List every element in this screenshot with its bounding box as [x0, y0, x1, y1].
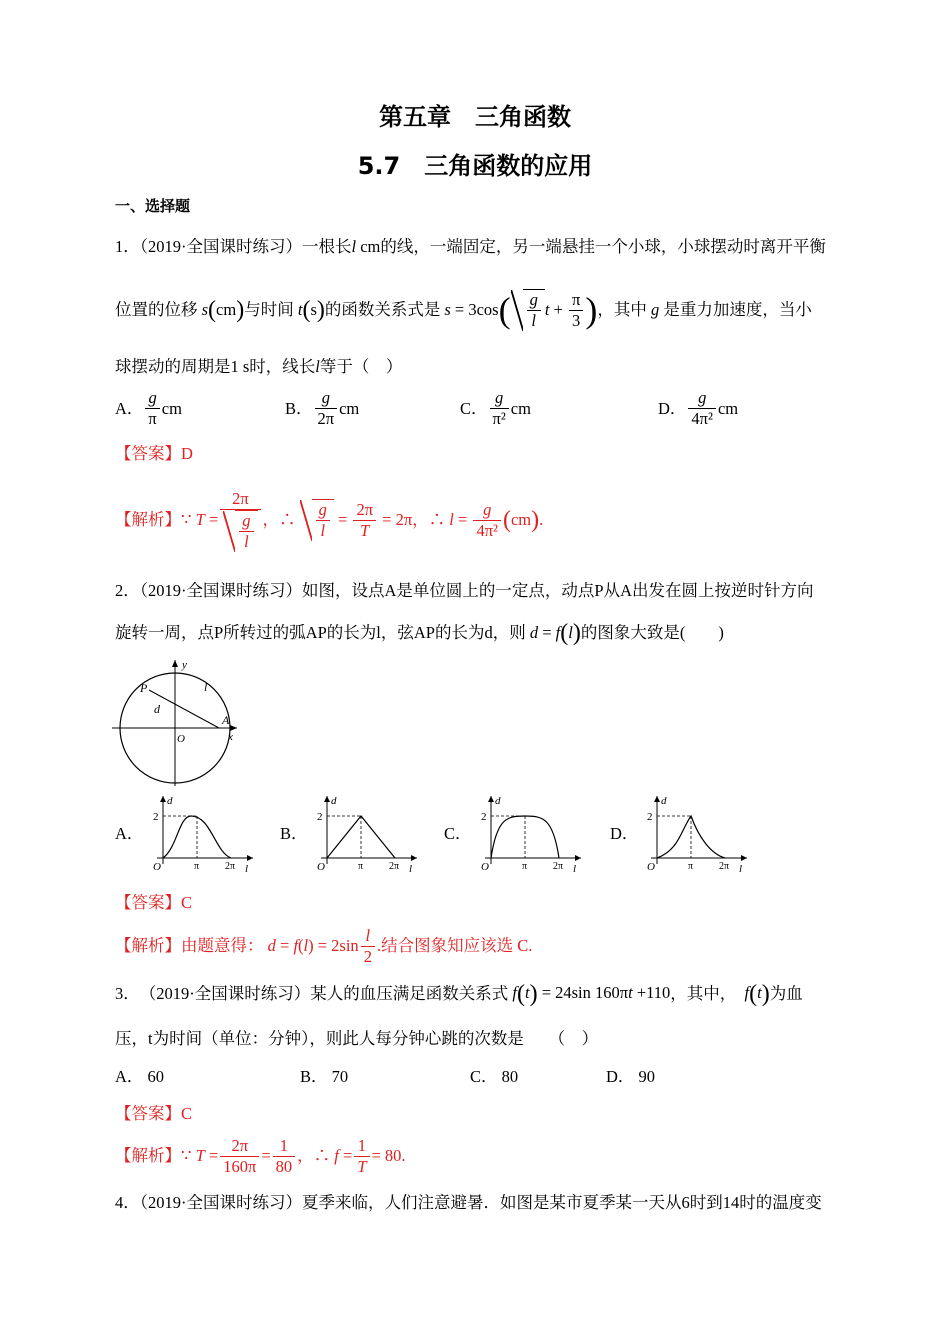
fig-a-label: A — [222, 713, 230, 727]
graph-2pi-label: 2π — [553, 861, 564, 872]
graph-l-label: l — [245, 863, 249, 875]
q1-option-d[interactable]: D． $\frac{g}{\text{4π²}}$ cm — [658, 388, 739, 428]
q2-analysis: 【解析】 由题意得： d = f(l) = 2sin $\frac{l}{2}$ .结合图象知应该选 C. — [115, 925, 533, 966]
graph-d-label: d — [495, 795, 501, 807]
q2-option-c-label[interactable]: C． — [444, 824, 472, 843]
y-axis-arrow — [160, 796, 166, 802]
y-axis-arrow — [324, 796, 330, 802]
y-axis-arrow — [488, 796, 494, 802]
chapter-title: 第五章 三角函数 — [379, 103, 571, 131]
graph-2pi-label: 2π — [389, 861, 400, 872]
q1-formula: s = 3cos ( $\frac{g}{l}$ t + $\frac{\pi}{3}$ ) — [444, 289, 598, 330]
y-axis-arrow — [654, 796, 660, 802]
fig-d-label: d — [154, 702, 160, 716]
graph-d-label: d — [167, 795, 173, 807]
graph-l-label: l — [739, 863, 743, 875]
x-axis-arrow — [247, 855, 253, 861]
fig-y-label: y — [182, 659, 187, 671]
graph-pi-label: π — [194, 861, 200, 872]
q2-option-d-label[interactable]: D． — [610, 824, 639, 843]
q1-option-a[interactable]: A． $\frac{g}{\pi}$ cm — [115, 388, 182, 428]
q3-option-c[interactable]: C． 80 — [470, 1067, 519, 1086]
fig-x-label: x — [228, 731, 233, 743]
q1-analysis: 【解析】 ∵ T = $\frac{2\pi}{\frac{g}{l}}$ ，∴ $\frac{g}{l}$ = $\frac{2\pi}{T}$ = 2π，∴ l = $\frac{g}{\text{4π²}}$ ( cm ) . — [115, 488, 544, 551]
part-heading: 一、选择题 — [115, 197, 191, 215]
graph-2-label: 2 — [481, 811, 487, 823]
q3-line2: 压，t为时间（单位：分钟），则此人每分钟心跳的次数是 （ ） — [115, 1029, 599, 1048]
q3-option-a[interactable]: A． 60 — [115, 1067, 165, 1086]
q2-line2: 旋转一周，点P所转过的弧AP的长为l，弦AP的长为d，则 d = f ( l ) 的图象大致是( ) — [115, 620, 724, 646]
q2-line1: 2．（2019·全国课时练习）如图，设点A是单位圆上的一定点，动点P从A出发在圆上按逆时针方向 — [115, 581, 814, 600]
graph-2pi-label: 2π — [225, 861, 236, 872]
q1-line1: 1．（2019·全国课时练习）一根长l cm的线，一端固定，另一端悬挂一个小球，小球摆动时离开平衡 — [115, 237, 826, 256]
q1-option-b[interactable]: B． $\frac{g}{2\pi}$ cm — [285, 388, 360, 428]
q2-graph-a[interactable] — [145, 792, 265, 874]
x-axis-arrow — [575, 855, 581, 861]
graph-pi-label: π — [358, 861, 364, 872]
q2-option-a-label[interactable]: A． — [115, 824, 144, 843]
graph-o-label: O — [481, 861, 489, 873]
graph-d-label: d — [661, 795, 667, 807]
fig-o-label: O — [177, 733, 185, 745]
graph-o-label: O — [317, 861, 325, 873]
graph-2-label: 2 — [317, 811, 323, 823]
q2-graph-c[interactable] — [473, 792, 593, 874]
q3-options — [115, 1066, 835, 1088]
graph-2-label: 2 — [153, 811, 159, 823]
q4-line1: 4．（2019·全国课时练习）夏季来临，人们注意避暑．如图是某市夏季某一天从6时到14时的温度变 — [115, 1193, 822, 1212]
q3-answer: 【答案】C — [115, 1104, 193, 1123]
graph-d-label: d — [331, 795, 337, 807]
fig-p-label: P — [140, 681, 148, 695]
q1-number: 1． — [115, 237, 140, 256]
q1-line3: 球摆动的周期是1 s时，线长l等于（ ） — [115, 357, 403, 376]
q1-source: （2019·全国课时练习） — [139, 237, 302, 256]
q2-graph-d[interactable] — [639, 792, 759, 874]
x-axis-arrow — [741, 855, 747, 861]
section-title: 5.7 三角函数的应用 — [357, 152, 593, 180]
graph-2pi-label: 2π — [719, 861, 730, 872]
graph-2-label: 2 — [647, 811, 653, 823]
graph-l-label: l — [409, 863, 413, 875]
q1-answer: 【答案】D — [115, 444, 193, 463]
graph-l-label: l — [573, 863, 577, 875]
graph-o-label: O — [153, 861, 161, 873]
fig-l-label: l — [204, 680, 208, 694]
q1-option-c[interactable]: C． $\frac{g}{\text{π²}}$ cm — [460, 388, 531, 428]
graph-o-label: O — [647, 861, 655, 873]
q2-answer: 【答案】C — [115, 893, 193, 912]
x-axis-arrow — [411, 855, 417, 861]
q1-options — [115, 388, 835, 429]
q3-option-d[interactable]: D． 90 — [606, 1067, 656, 1086]
graph-pi-label: π — [688, 861, 694, 872]
q2-graph-b[interactable] — [309, 792, 429, 874]
graph-pi-label: π — [522, 861, 528, 872]
q3-line1: 3． （2019·全国课时练习） 某人的血压满足函数关系式 f(t) = 24sin 160πt +110 ，其中， f(t) 为血 — [115, 981, 803, 1008]
unit-circle-figure — [112, 658, 252, 788]
q1-line2: 位置的位移 s ( cm ) 与时间 t ( s ) 的函数关系式是 s = 3cos ( $\frac{g}{l}$ t + $\frac{\pi}{3}$ ) ，其中 g 是重力加速度，当小 — [115, 289, 812, 330]
q3-option-b[interactable]: B． 70 — [300, 1067, 349, 1086]
q3-analysis: 【解析】 ∵ T = $\frac{2\pi}{160\pi}$ = $\frac{1}{80}$ ，∴ f = $\frac{1}{T}$ = 80. — [115, 1135, 406, 1176]
q2-option-b-label[interactable]: B． — [280, 824, 308, 843]
